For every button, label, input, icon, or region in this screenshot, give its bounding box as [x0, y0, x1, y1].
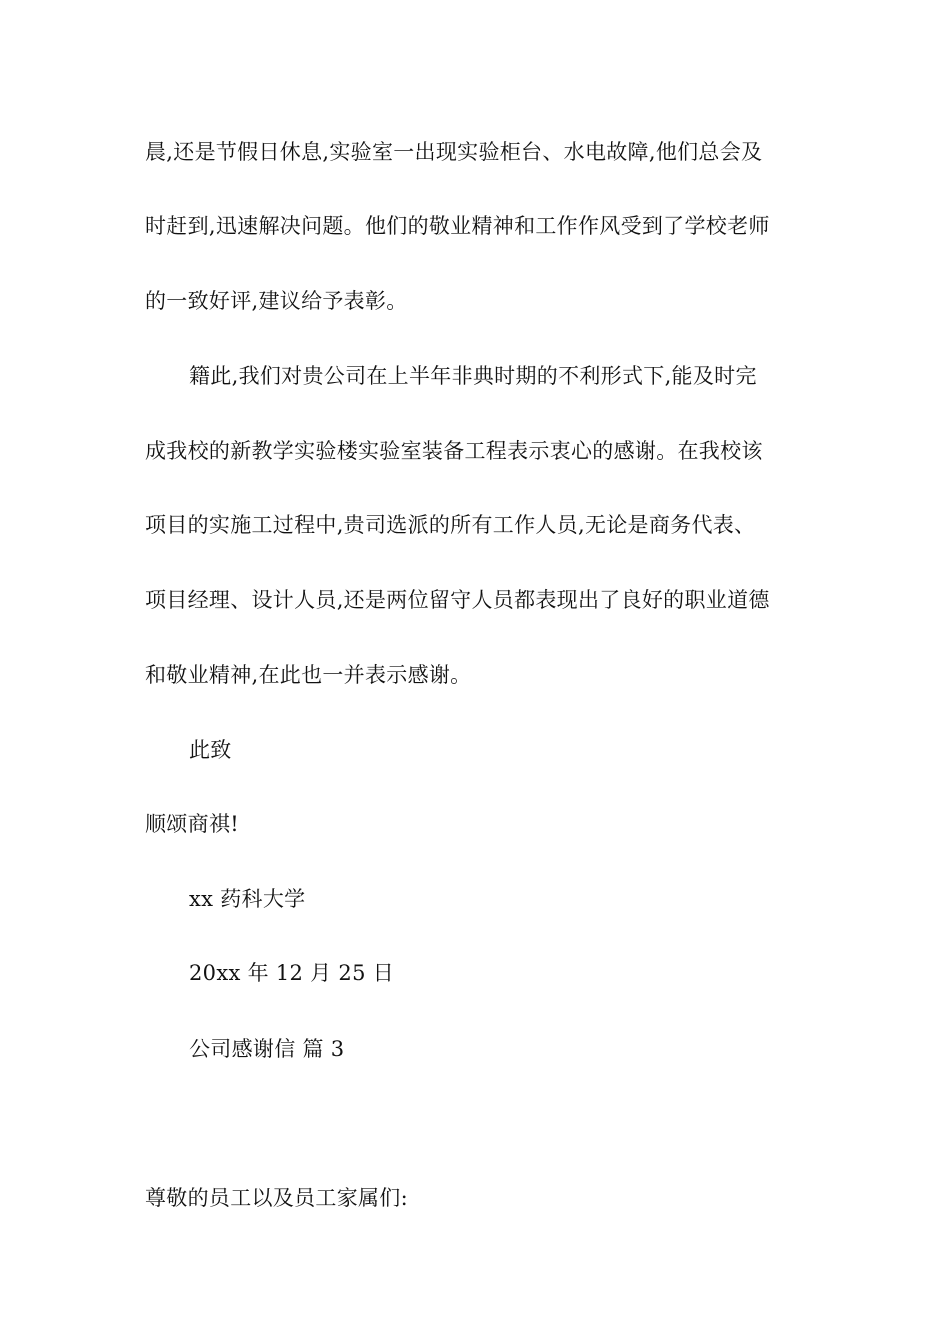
- paragraph-line: 和敬业精神,在此也一并表示感谢。: [145, 663, 472, 687]
- paragraph-line: 项目的实施工过程中,贵司选派的所有工作人员,无论是商务代表、: [145, 513, 756, 537]
- signature-date: 20xx 年 12 月 25 日: [189, 961, 395, 985]
- paragraph-line: 成我校的新教学实验楼实验室装备工程表示衷心的感谢。在我校该: [145, 439, 763, 463]
- signature-organization: xx 药科大学: [189, 887, 306, 911]
- paragraph-line: 时赶到,迅速解决问题。他们的敬业精神和工作作风受到了学校老师: [145, 214, 770, 238]
- section-title: 公司感谢信 篇 3: [189, 1037, 345, 1061]
- closing-wish: 顺颂商祺!: [145, 812, 239, 836]
- paragraph-line: 晨,还是节假日休息,实验室一出现实验柜台、水电故障,他们总会及: [145, 140, 763, 164]
- paragraph-line: 项目经理、设计人员,还是两位留守人员都表现出了良好的职业道德: [145, 588, 770, 612]
- letter-greeting: 尊敬的员工以及员工家属们:: [145, 1186, 408, 1210]
- paragraph-line: 的一致好评,建议给予表彰。: [145, 289, 408, 313]
- closing-salutation: 此致: [189, 738, 232, 762]
- paragraph-line: 籍此,我们对贵公司在上半年非典时期的不利形式下,能及时完: [189, 364, 757, 388]
